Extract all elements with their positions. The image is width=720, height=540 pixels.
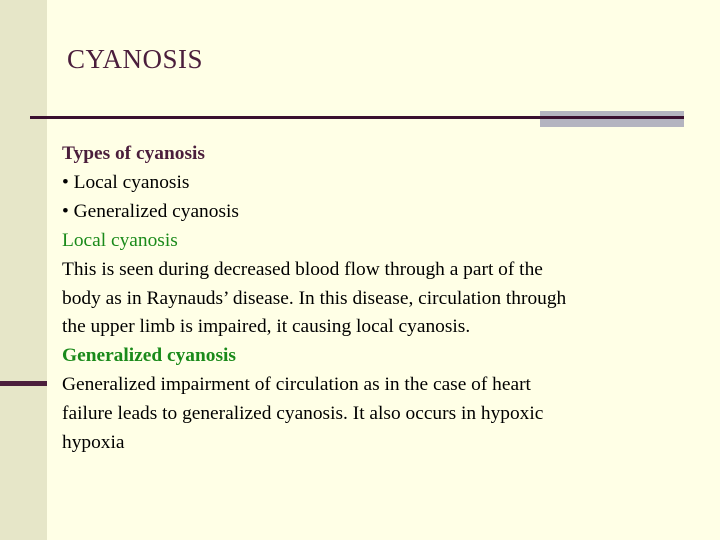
list-item: • Generalized cyanosis [62, 200, 239, 222]
local-cyanosis-text-line: the upper limb is impaired, it causing local cyanosis. [62, 316, 471, 338]
slide-body [62, 140, 702, 458]
generalized-cyanosis-heading: Generalized cyanosis [62, 345, 236, 367]
local-cyanosis-text-line: This is seen during decreased blood flow through a part of the [62, 258, 543, 280]
list-item: • Local cyanosis [62, 171, 190, 193]
generalized-cyanosis-text-line: failure leads to generalized cyanosis. It also occurs in hypoxic [62, 403, 544, 425]
types-heading: Types of cyanosis [62, 143, 205, 164]
generalized-cyanosis-text-line: Generalized impairment of circulation as in the case of heart [62, 374, 531, 396]
slide-side-accent [0, 381, 47, 386]
generalized-cyanosis-text-line: hypoxia [62, 432, 125, 454]
local-cyanosis-text-line: body as in Raynauds’ disease. In this disease, circulation through [62, 287, 567, 309]
title-divider-accent [540, 111, 684, 127]
slide-title: CYANOSIS [67, 44, 204, 74]
slide-side-band [0, 0, 47, 540]
local-cyanosis-heading: Local cyanosis [62, 229, 178, 251]
